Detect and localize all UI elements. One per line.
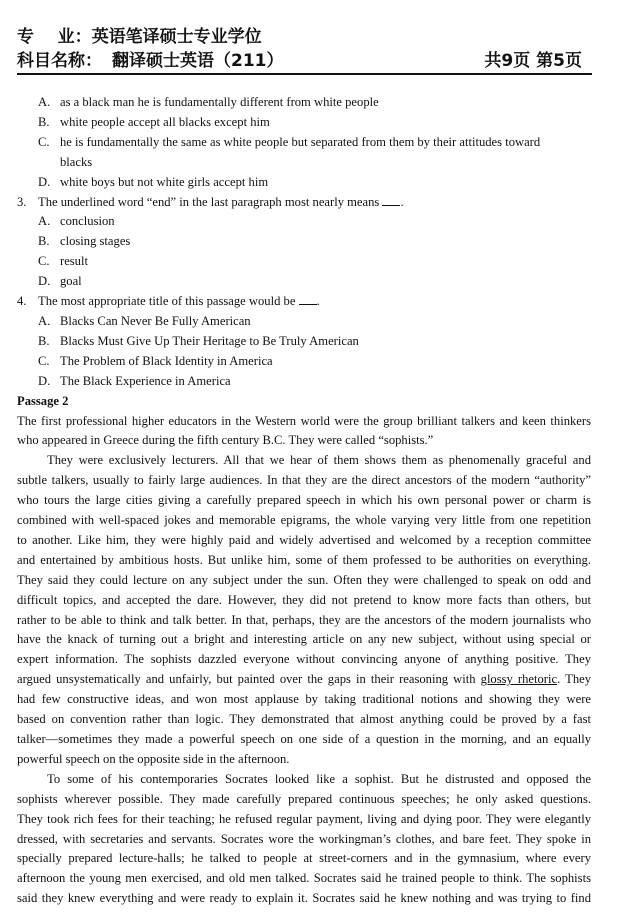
text-line: based on convention rather than logic. They demonstrated that almost anything could be proved by a fast	[17, 712, 591, 727]
text-line: sophists wherever possible. They made carefully prepared continuous speeches; he only asked questions.	[17, 791, 591, 806]
question-3: 3. The underlined word “end” in the last paragraph most nearly means .	[17, 194, 404, 209]
text-line: To some of his contemporaries Socrates looked like a sophist. But he distrusted and opposed the	[47, 771, 591, 786]
header-rule	[17, 73, 592, 75]
header-subject	[17, 50, 284, 72]
header-major	[17, 26, 262, 48]
paragraph-1	[17, 412, 591, 452]
paragraph-2	[17, 451, 591, 770]
subject-label: 科目名称：	[17, 51, 102, 71]
text-line: who tours the large cities giving a carefully prepared speech in which his own personal power or charm is	[17, 493, 591, 508]
text-line: rather to be able to think and talk better. In that, perhaps, they are the ancestors of the modern journalists who	[17, 612, 591, 627]
text-line: have the knack of turning out a bright and interesting article on any new subject, without using special or	[17, 632, 591, 647]
underlined-phrase: glossy rhetoric	[480, 672, 558, 687]
subject-value: 翻译硕士英语（211）	[112, 51, 284, 71]
option-line: A. conclusion	[38, 214, 115, 229]
text-line: They were exclusively lecturers. All that we hear of them shows them as phenomenally graceful and	[47, 453, 591, 468]
option-line-continued: blacks	[60, 154, 93, 169]
major-label: 专 业：	[17, 27, 92, 47]
text-line: afternoon the young men exercised, and old men talked. Socrates said he trained people to think. The sophists	[17, 871, 591, 886]
text-line: talker—sometimes they made a powerful speech on one side of a question in the morning, and an equally	[17, 732, 591, 746]
text-line: dressed, with secretaries and servants. Socrates wore the workingman’s clothes, and bare feet. They spoke in	[17, 831, 591, 846]
option-line: C. result	[38, 254, 88, 269]
text-line: specially prepared lecture-halls; he talked to people at street-corners and in the gymnasium, where every	[17, 851, 591, 866]
text-line: said they knew everything and were ready to explain it. Socrates said he knew nothing and was trying to find	[17, 891, 591, 906]
text-line: They took rich fees for their teaching; he refused regular payment, living and dying poor. They were elegantly	[17, 811, 591, 826]
text-line: powerful speech on the opposite side in the afternoon.	[17, 751, 290, 766]
text-line: and entertained by ambitious hosts. But unlike him, some of them professed to be authorities on everything.	[17, 552, 591, 567]
option-line: D. The Black Experience in America	[38, 373, 231, 388]
text-line: combined with well-spaced jokes and memorable epigrams, the whole varying very little from one repetition	[17, 513, 591, 528]
option-line: B. Blacks Must Give Up Their Heritage to Be Truly American	[38, 333, 359, 348]
text-line: The first professional higher educators in the Western world were the group brilliant talkers and keen thinkers	[17, 413, 591, 428]
option-line: C. he is fundamentally the same as white people but separated from them by their attitudes toward	[38, 134, 541, 149]
option-line: C. The Problem of Black Identity in America	[38, 353, 273, 368]
text-line: who appeared in Greece during the fifth century B.C. They were called “sophists.”	[17, 433, 434, 448]
major-value: 英语笔译硕士专业学位	[91, 27, 262, 47]
text-line: to another. Like him, they were highly paid and widely advertised and welcomed by a reception committee	[17, 532, 591, 547]
paragraph-3	[17, 770, 591, 909]
option-line: B. closing stages	[38, 234, 131, 249]
passage-title: Passage 2	[17, 393, 69, 408]
text-line: subtle talkers, usually to fairly large audiences. In that they are the direct ancestors of the modern “authority”	[17, 473, 591, 488]
text-line: expert information. The sophists dazzled everyone without convincing anyone of anything positive. They	[17, 652, 591, 667]
text-line: argued unsystematically and unfairly, but painted over the gaps in their reasoning with glossy rhetoric. They	[17, 672, 591, 687]
text-line: had few constructive ideas, and won most applause by taking traditional notions and showing they were	[17, 692, 591, 707]
text-line: They said they could lecture on any subject under the sun. Often they were challenged to speak on odd and	[17, 572, 591, 587]
text-line: difficult topics, and accepted the dare. However, they did not pretend to know more facts than others, but	[17, 592, 591, 607]
question-4: 4. The most appropriate title of this passage would be .	[17, 294, 320, 309]
option-line: B. white people accept all blacks except him	[38, 114, 270, 129]
exam-body	[17, 93, 591, 909]
option-line: D. white boys but not white girls accept him	[38, 174, 269, 189]
answer-blank	[299, 294, 317, 305]
q2-options	[17, 93, 591, 193]
option-line: D. goal	[38, 274, 82, 289]
page-info: 共9页 第5页	[484, 51, 582, 71]
option-line: A. Blacks Can Never Be Fully American	[38, 313, 251, 328]
option-line: A. as a black man he is fundamentally different from white people	[38, 95, 379, 109]
answer-blank	[382, 195, 400, 206]
